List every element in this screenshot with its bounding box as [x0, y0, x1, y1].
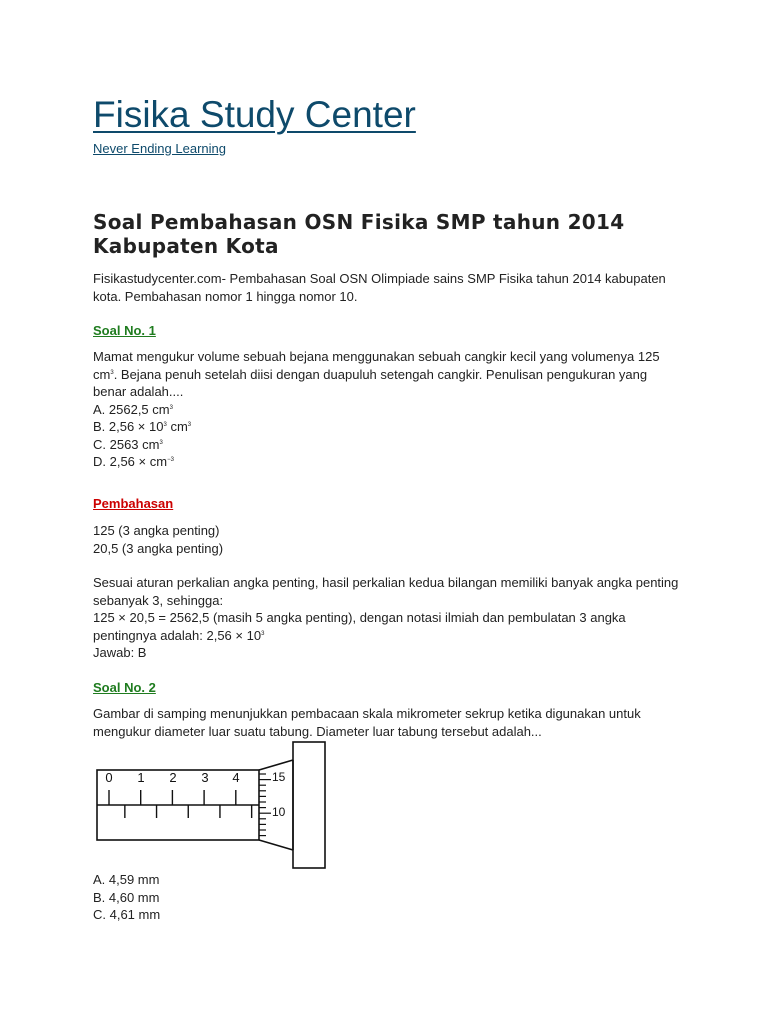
post-title-line1: Soal Pembahasan OSN Fisika SMP tahun 2014: [93, 210, 625, 234]
pembahasan-line: 20,5 (3 angka penting): [93, 540, 224, 556]
thimble-label: 15: [272, 770, 286, 784]
question-line: benar adalah....: [93, 384, 184, 399]
superscript: 3: [110, 369, 114, 376]
pembahasan-line: Sesuai aturan perkalian angka penting, hasil perkalian kedua bilangan memiliki banyak angka penting: [93, 575, 679, 590]
post-title: [93, 210, 693, 258]
option-a: [93, 401, 693, 419]
option-a: A. 4,59 mm: [93, 872, 160, 887]
option-label: A. 2562,5 cm: [93, 401, 170, 417]
option-label: C. 2563 cm: [93, 436, 160, 452]
pembahasan-text: pentingnya adalah: 2,56 × 10: [93, 627, 262, 643]
main-scale-label: 1: [137, 770, 145, 785]
pembahasan-line: [93, 627, 693, 645]
pembahasan-body: [93, 522, 693, 557]
soal2-question: [93, 705, 693, 740]
option-label: D. 2,56 × cm: [93, 454, 168, 469]
ratchet-knob: [293, 742, 325, 868]
option-c: C. 4,61 mm: [93, 907, 161, 922]
main-scale-label: 4: [232, 770, 240, 785]
option-d: [93, 453, 693, 471]
pembahasan-line: 125 × 20,5 = 2562,5 (masih 5 angka penting), dengan notasi ilmiah dan pembulatan 3 angka: [93, 610, 626, 625]
pembahasan-heading-wrap: [93, 495, 693, 513]
thimble-edge-bottom: [259, 840, 293, 850]
pembahasan-line: 125 (3 angka penting): [93, 523, 220, 538]
soal2-heading: Soal No. 2: [93, 680, 156, 695]
pembahasan-heading: Pembahasan: [93, 496, 174, 511]
thimble-label: 10: [272, 805, 286, 819]
superscript: 3: [261, 630, 265, 637]
intro-line: kota. Pembahasan nomor 1 hingga nomor 10.: [93, 288, 358, 304]
soal1-question: [93, 348, 693, 471]
question-line: Mamat mengukur volume sebuah bejana menggunakan sebuah cangkir kecil yang volumenya 125: [93, 349, 660, 364]
micrometer-diagram: [93, 738, 329, 872]
post-intro: [93, 270, 693, 305]
soal1-heading: Soal No. 1: [93, 323, 156, 338]
soal2-heading-wrap: [93, 679, 693, 697]
superscript: 3: [169, 404, 173, 411]
site-tagline-link[interactable]: Never Ending Learning: [93, 141, 226, 156]
superscript: −3: [167, 457, 174, 463]
superscript: 3: [163, 422, 167, 428]
option-label: B. 2,56 × 10: [93, 419, 164, 434]
question-line: Gambar di samping menunjukkan pembacaan skala mikrometer sekrup ketika digunakan untuk: [93, 706, 641, 721]
pembahasan-line: sebanyak 3, sehingga:: [93, 592, 224, 608]
pembahasan-explanation: [93, 574, 693, 662]
option-tail: cm: [166, 419, 188, 434]
question-text: . Bejana penuh setelah diisi dengan duapuluh setengah cangkir. Penulisan pengukuran yang: [113, 366, 648, 382]
question-line: mengukur diameter luar suatu tabung. Diameter luar tabung tersebut adalah...: [93, 723, 542, 739]
question-line: [93, 366, 693, 384]
option-c: [93, 436, 693, 454]
answer-line: Jawab: B: [93, 645, 147, 660]
superscript: 3: [187, 422, 192, 428]
option-b: [93, 418, 693, 436]
thimble-edge-top: [259, 760, 293, 770]
superscript: 3: [159, 439, 163, 446]
intro-line: Fisikastudycenter.com- Pembahasan Soal OSN Olimpiade sains SMP Fisika tahun 2014 kabupaten: [93, 271, 666, 286]
soal2-options: [93, 871, 693, 924]
soal1-heading-wrap: [93, 322, 693, 340]
micrometer-figure: [93, 738, 329, 872]
main-scale-label: 0: [105, 770, 113, 785]
main-scale-label: 2: [169, 770, 177, 785]
main-scale-label: 3: [201, 770, 209, 785]
unit-text: cm: [93, 366, 111, 382]
option-b: B. 4,60 mm: [93, 889, 160, 905]
post-title-line2: Kabupaten Kota: [93, 234, 279, 258]
site-title-link[interactable]: Fisika Study Center: [93, 94, 416, 135]
